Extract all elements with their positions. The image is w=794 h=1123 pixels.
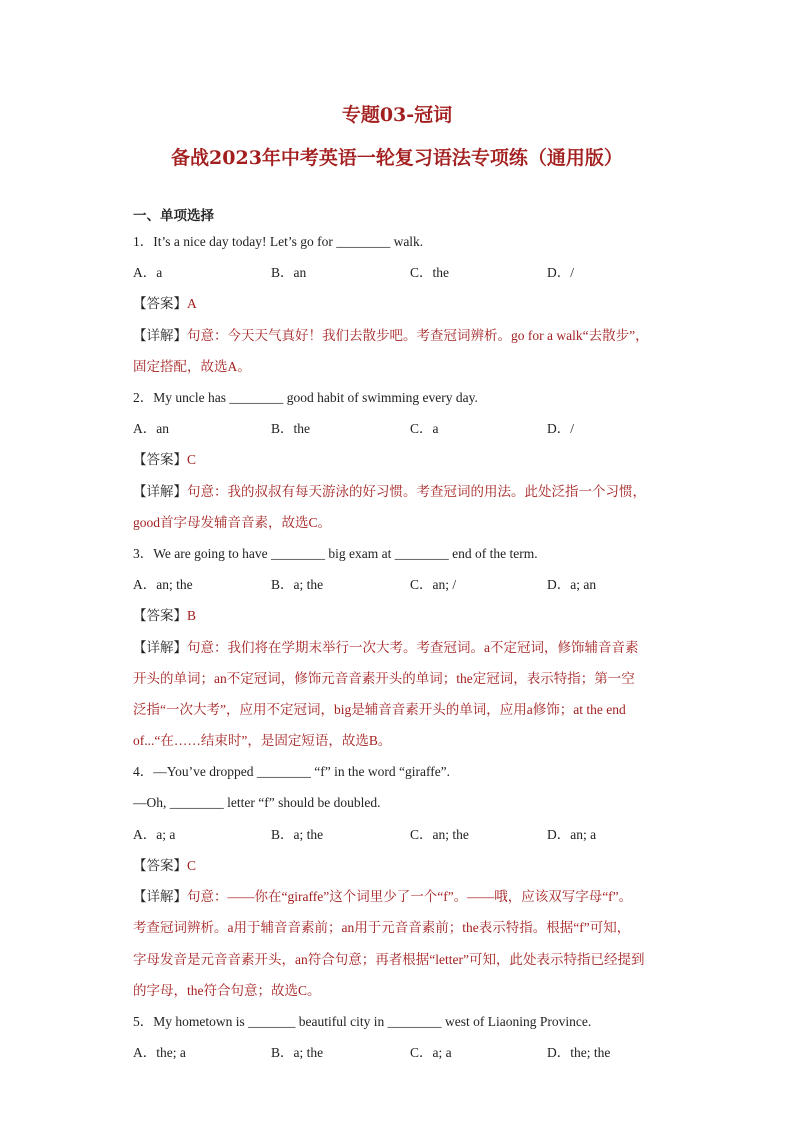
- option-b: B．a; the: [271, 1045, 324, 1060]
- option-d: D．a; an: [547, 577, 597, 592]
- option-b: B．a; the: [271, 577, 324, 592]
- option-b: B．the: [271, 421, 310, 436]
- question-2-answer: 【答案】C: [133, 452, 197, 467]
- option-a: A．a: [133, 265, 163, 280]
- question-4-detail-line: 【详解】句意：——你在“giraffe”这个词里少了一个“f”。——哦，应该双写字母“f”。: [133, 889, 633, 904]
- option-c: C．a: [410, 421, 439, 436]
- option-c: C．the: [410, 265, 449, 280]
- section-heading: 一、单项选择: [133, 208, 214, 224]
- option-a: A．an; the: [133, 577, 193, 592]
- document-title: 专题03-冠词: [341, 104, 453, 126]
- option-a: A．a; a: [133, 827, 176, 842]
- question-3-detail-line: of...“在……结束时”，是固定短语，故选B。: [133, 733, 392, 748]
- question-1-answer: 【答案】A: [133, 296, 197, 311]
- option-b: B．an: [271, 265, 307, 280]
- question-3-detail-line: 【详解】句意：我们将在学期末举行一次大考。考查冠词。a不定冠词，修饰辅音音素: [133, 640, 639, 655]
- question-1-stem: 1．It’s a nice day today! Let’s go for ________ walk.: [133, 234, 424, 249]
- option-d: D．an; a: [547, 827, 597, 842]
- question-2-detail-line: good首字母发辅音音素，故选C。: [133, 515, 332, 530]
- option-d: D．/: [547, 265, 574, 280]
- question-4-answer: 【答案】C: [133, 858, 197, 873]
- option-c: C．an; /: [410, 577, 457, 592]
- question-3-stem: 3．We are going to have ________ big exam at ________ end of the term.: [133, 546, 538, 561]
- question-3-detail-line: 泛指“一次大考”，应用不定冠词，big是辅音音素开头的单词，应用a修饰；at the end: [133, 702, 626, 717]
- question-4-stem: 4．—You’ve dropped ________ “f” in the word “giraffe”.: [133, 764, 451, 779]
- option-c: C．an; the: [410, 827, 469, 842]
- question-2-stem: 2．My uncle has ________ good habit of swimming every day.: [133, 390, 478, 405]
- question-4-detail-line: 考查冠词辨析。a用于辅音音素前；an用于元音音素前；the表示特指。根据“f”可知，: [133, 920, 631, 935]
- option-c: C．a; a: [410, 1045, 452, 1060]
- option-d: D．/: [547, 421, 574, 436]
- question-2-detail-line: 【详解】句意：我的叔叔有每天游泳的好习惯。考查冠词的用法。此处泛指一个习惯，: [133, 484, 646, 499]
- question-1-detail-line: 固定搭配，故选A。: [133, 359, 251, 374]
- question-3-detail-line: 开头的单词；an不定冠词，修饰元音音素开头的单词；the定冠词，表示特指；第一空: [133, 671, 635, 686]
- question-5-stem: 5．My hometown is _______ beautiful city in ________ west of Liaoning Province.: [133, 1014, 592, 1029]
- question-1-detail-line: 【详解】句意：今天天气真好！我们去散步吧。考查冠词辨析。go for a walk“去散步”，: [133, 328, 649, 343]
- question-4-detail-line: 字母发音是元音音素开头，an符合句意；再者根据“letter”可知，此处表示特指已经提到: [133, 952, 645, 967]
- question-4-detail-line: 的字母，the符合句意；故选C。: [133, 983, 321, 998]
- option-d: D．the; the: [547, 1045, 611, 1060]
- option-a: A．an: [133, 421, 169, 436]
- question-4-stem: —Oh, ________ letter “f” should be doubled.: [133, 795, 381, 810]
- option-a: A．the; a: [133, 1045, 186, 1060]
- document-subtitle: 备战2023年中考英语一轮复习语法专项练（通用版）: [171, 147, 623, 169]
- question-3-answer: 【答案】B: [133, 608, 197, 623]
- option-b: B．a; the: [271, 827, 324, 842]
